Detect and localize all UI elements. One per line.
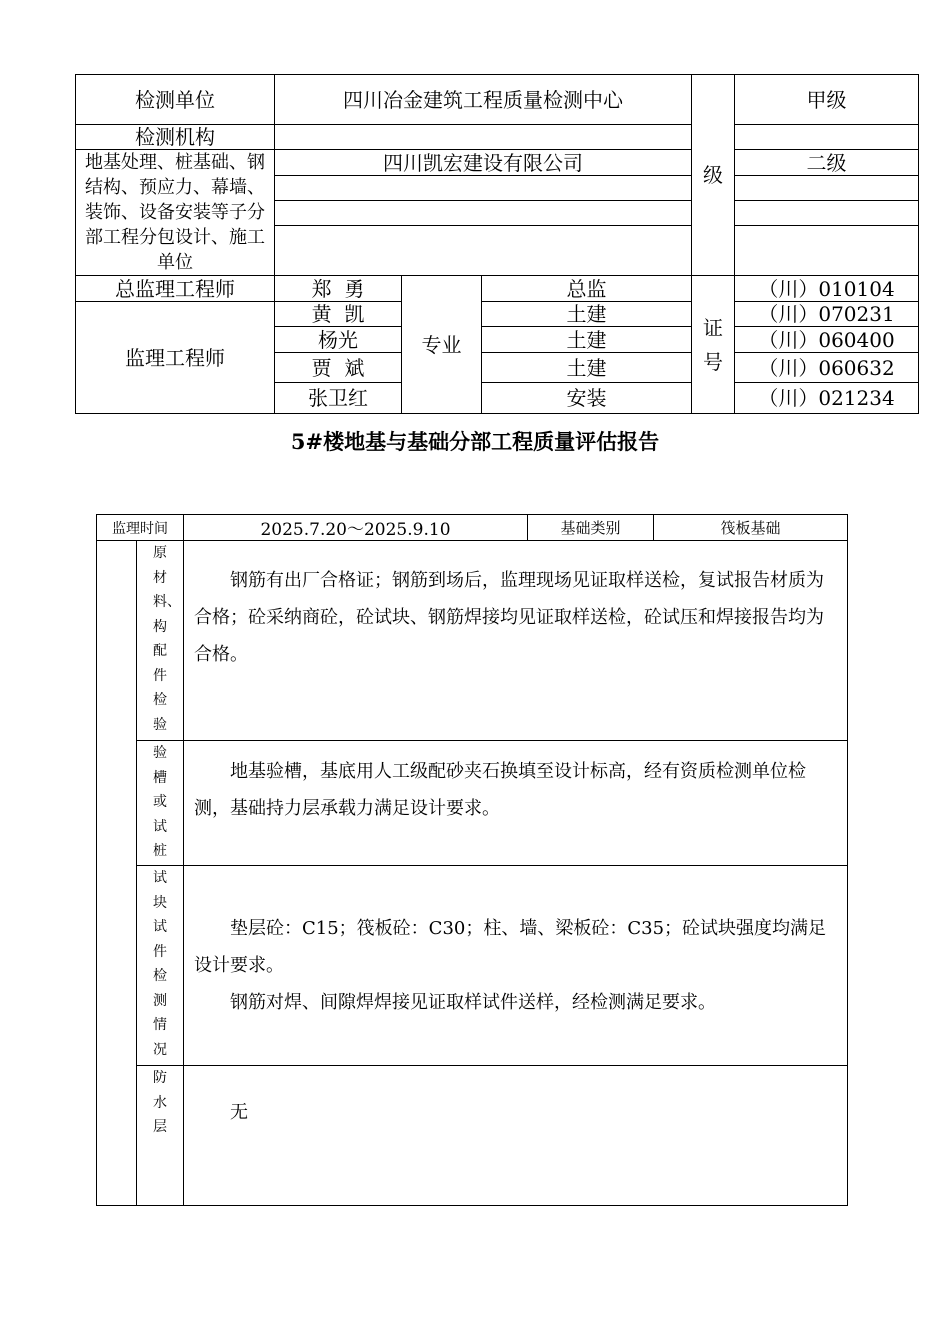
section-label: 防水层 — [137, 1066, 184, 1206]
engineer-specialty: 土建 — [482, 302, 692, 327]
inspection-unit-value: 四川冶金建筑工程质量检测中心 — [275, 75, 692, 125]
engineer-name: 贾 斌 — [275, 353, 402, 383]
cert-label: 证号 — [692, 276, 735, 414]
engineer-specialty: 土建 — [482, 327, 692, 353]
section-paragraph: 垫层砼：C15；筏板砼：C30；柱、墙、梁板砼：C35；砼试块强度均满足设计要求。 — [194, 918, 827, 976]
section-content — [184, 1066, 848, 1206]
chief-engineer-label: 总监理工程师 — [76, 276, 275, 302]
grade-2: 二级 — [735, 150, 919, 176]
chief-engineer-cert: （川）010104 — [735, 276, 919, 302]
chief-engineer-name: 郑 勇 — [275, 276, 402, 302]
engineer-cert: （川）060632 — [735, 353, 919, 383]
engineer-label: 监理工程师 — [76, 302, 275, 414]
section-paragraph: 无 — [230, 1102, 248, 1123]
foundation-type-label: 基础类别 — [528, 515, 654, 541]
engineer-cert: （川）060400 — [735, 327, 919, 353]
engineer-cert: （川）070231 — [735, 302, 919, 327]
engineer-name: 张卫红 — [275, 383, 402, 414]
subcontract-value: 四川凯宏建设有限公司 — [275, 150, 692, 176]
grade-label: 级 — [692, 75, 735, 276]
engineer-cert: （川）021234 — [735, 383, 919, 414]
section-label: 验槽或试桩 — [137, 741, 184, 866]
section-paragraph: 钢筋对焊、间隙焊焊接见证取样试件送样，经检测满足要求。 — [230, 992, 716, 1013]
section-content — [184, 741, 848, 866]
section-paragraph: 钢筋有出厂合格证；钢筋到场后，监理现场见证取样送检，复试报告材质为合格；砼采纳商砼，砼试块、钢筋焊接均见证取样送检，砼试压和焊接报告均为合格。 — [194, 570, 824, 665]
evaluation-table — [96, 514, 848, 1206]
section-content — [184, 866, 848, 1066]
unit-info-table — [75, 74, 919, 414]
subcontract-label: 地基处理、桩基础、钢结构、预应力、幕墙、装饰、设备安装等子分部工程分包设计、施工单位 — [76, 150, 275, 276]
specialty-label: 专业 — [402, 276, 482, 414]
engineer-name: 杨光 — [275, 327, 402, 353]
time-label: 监理时间 — [97, 515, 184, 541]
engineer-name: 黄 凯 — [275, 302, 402, 327]
engineer-specialty: 安装 — [482, 383, 692, 414]
inspection-agency-label: 检测机构 — [76, 125, 275, 150]
time-value: 2025.7.20～2025.9.10 — [184, 515, 528, 541]
engineer-specialty: 土建 — [482, 353, 692, 383]
section-label: 原材料、构配件检验 — [137, 541, 184, 741]
report-title: 5#楼地基与基础分部工程质量评估报告 — [290, 429, 660, 454]
section-content — [184, 541, 848, 741]
section-label: 试块试件检测情况 — [137, 866, 184, 1066]
chief-engineer-role: 总监 — [482, 276, 692, 302]
foundation-type-value: 筏板基础 — [654, 515, 848, 541]
grade-1: 甲级 — [735, 75, 919, 125]
section-paragraph: 地基验槽，基底用人工级配砂夹石换填至设计标高，经有资质检测单位检测，基础持力层承载力满足设计要求。 — [194, 761, 806, 819]
inspection-unit-label: 检测单位 — [76, 75, 275, 125]
